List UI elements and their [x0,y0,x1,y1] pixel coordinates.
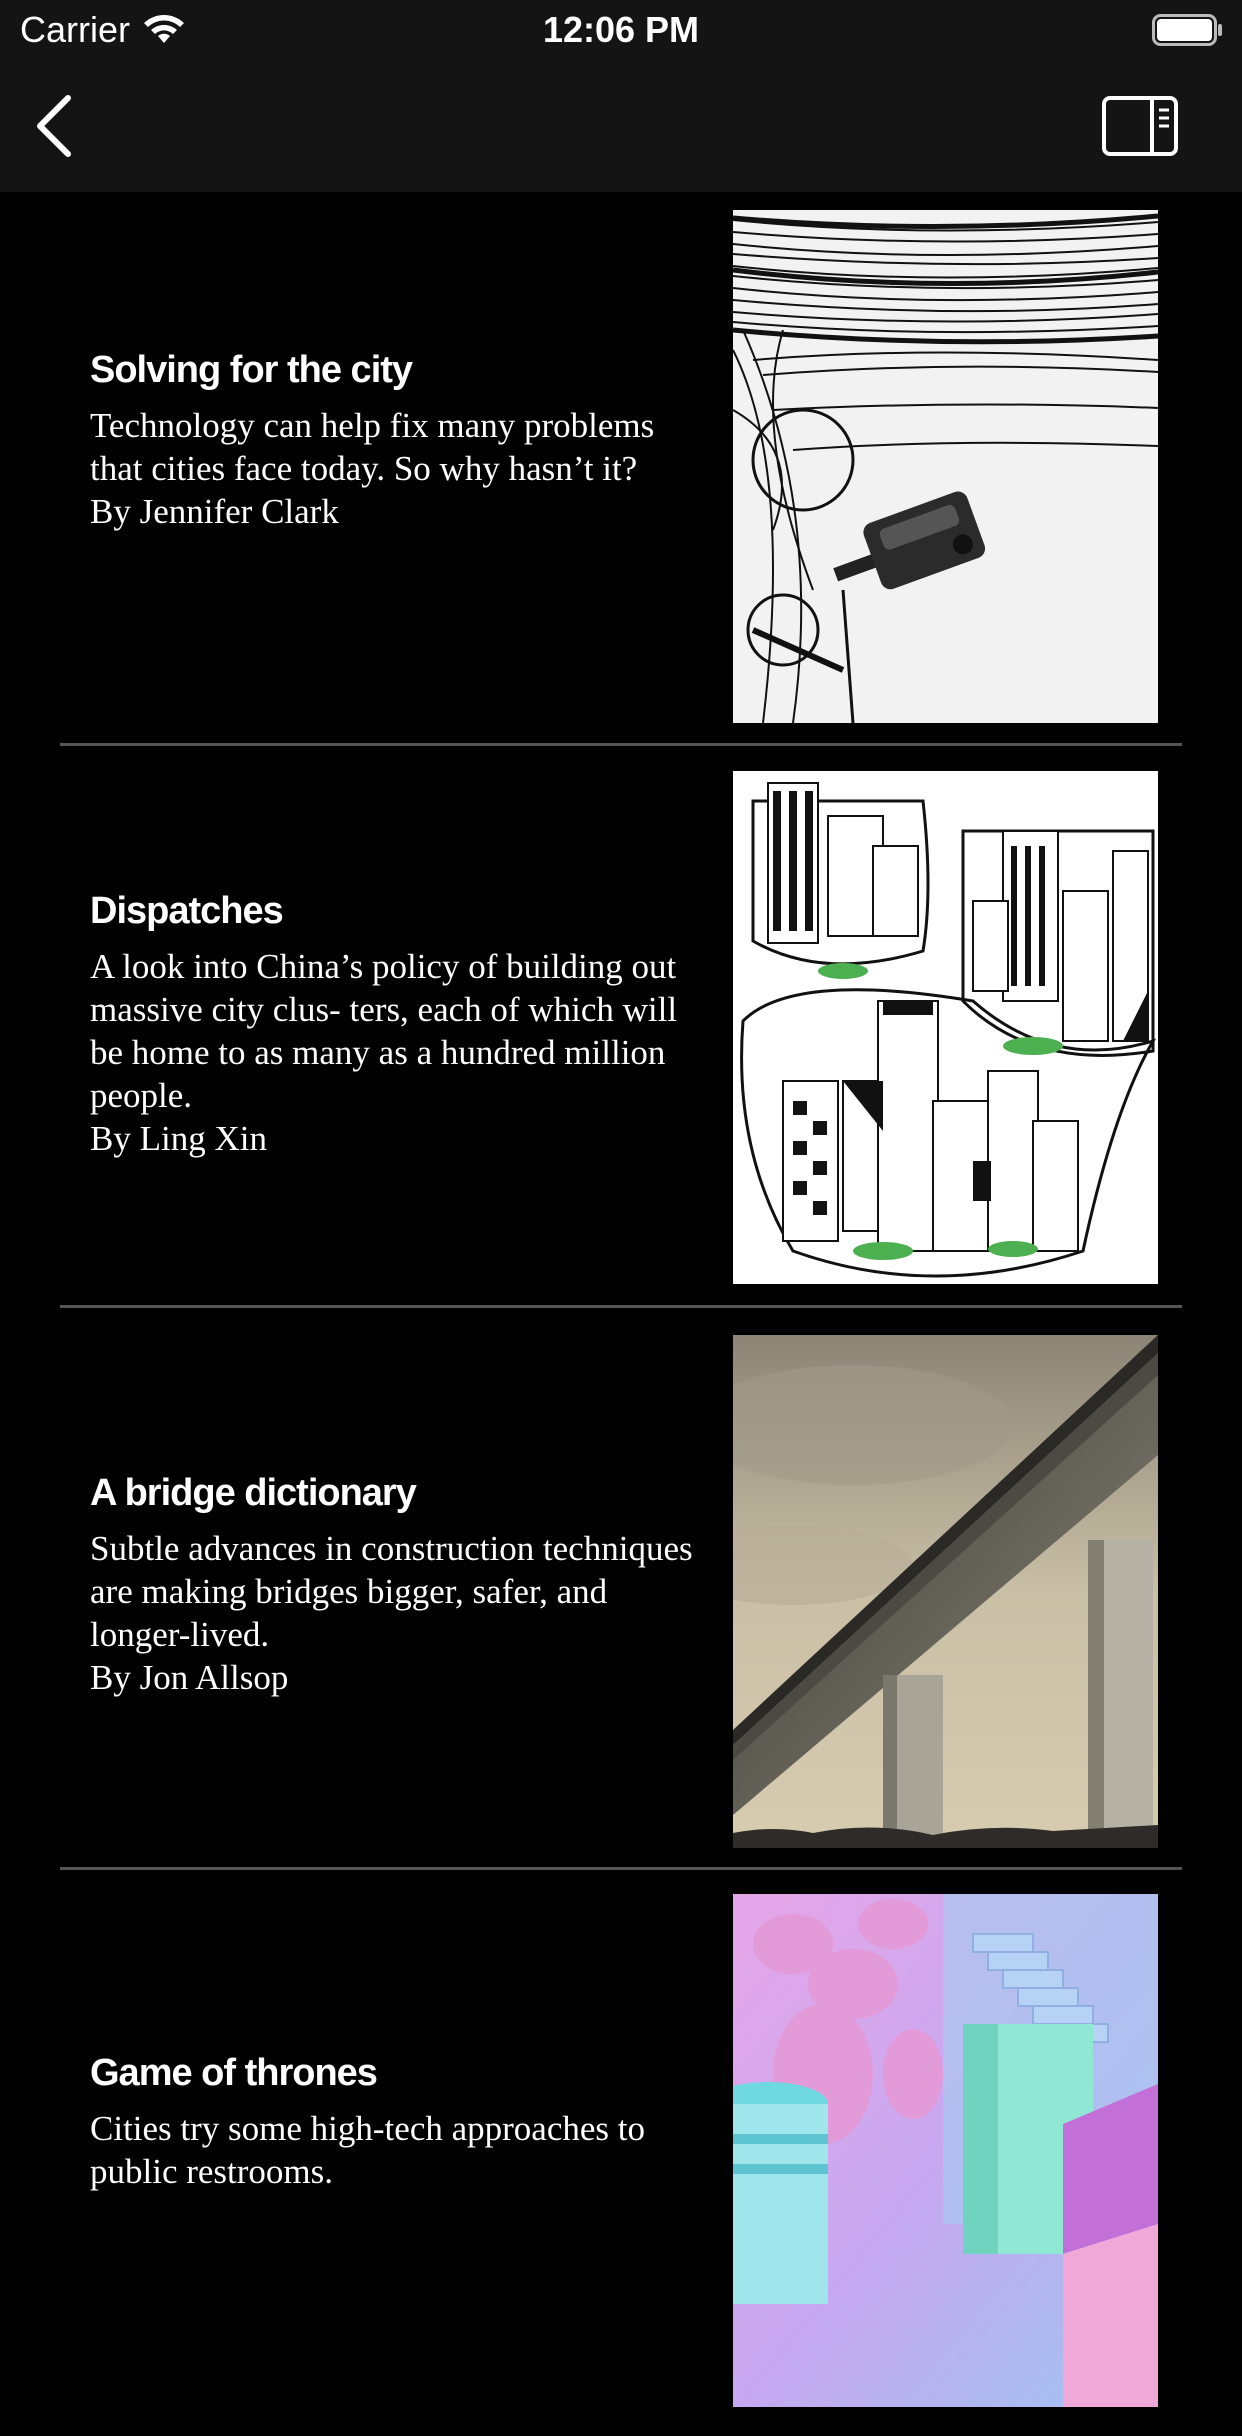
list-divider [60,743,1182,746]
status-time: 12:06 PM [542,9,700,50]
article-dek: Cities try some high-tech approaches to public restrooms. [90,2109,645,2191]
article-dek: Subtle advances in construction techniques are making bridges bigger, safer, and longer-lived. [90,1529,693,1654]
article-thumbnail-city-clusters [733,771,1158,1284]
battery-icon [1152,14,1224,46]
article-thumbnail-pastel-render [733,1894,1158,2407]
article-text [90,1469,710,1699]
navigation-bar [0,62,1242,192]
article-text [90,2049,710,2193]
list-divider [60,1305,1182,1308]
article-byline: By Jennifer Clark [90,492,339,531]
article-title: Game of thrones [90,2052,377,2094]
article-byline: By Jon Allsop [90,1658,289,1697]
article-title: A bridge dictionary [90,1472,416,1514]
carrier-label: Carrier [20,9,131,50]
article-text [90,887,710,1160]
article-text [90,346,710,533]
article-dek: A look into China’s policy of building out massive city clus- ters, each of which will be home to as many as a hundred million people. [90,947,678,1115]
article-item[interactable] [0,1314,1242,1874]
list-divider [60,1867,1182,1870]
article-item[interactable] [0,192,1242,752]
article-item[interactable] [0,752,1242,1312]
article-thumbnail-bridge [733,1335,1158,1848]
article-title: Dispatches [90,890,283,932]
article-title: Solving for the city [90,349,413,391]
article-thumbnail-wires [733,210,1158,723]
article-item[interactable] [0,1876,1242,2436]
article-dek: Technology can help fix many problems that cities face today. So why hasn’t it? [90,406,655,488]
article-byline: By Ling Xin [90,1119,267,1158]
sidebar-toggle-button[interactable] [1102,96,1178,156]
status-bar [0,0,1242,62]
back-button[interactable] [28,90,84,162]
